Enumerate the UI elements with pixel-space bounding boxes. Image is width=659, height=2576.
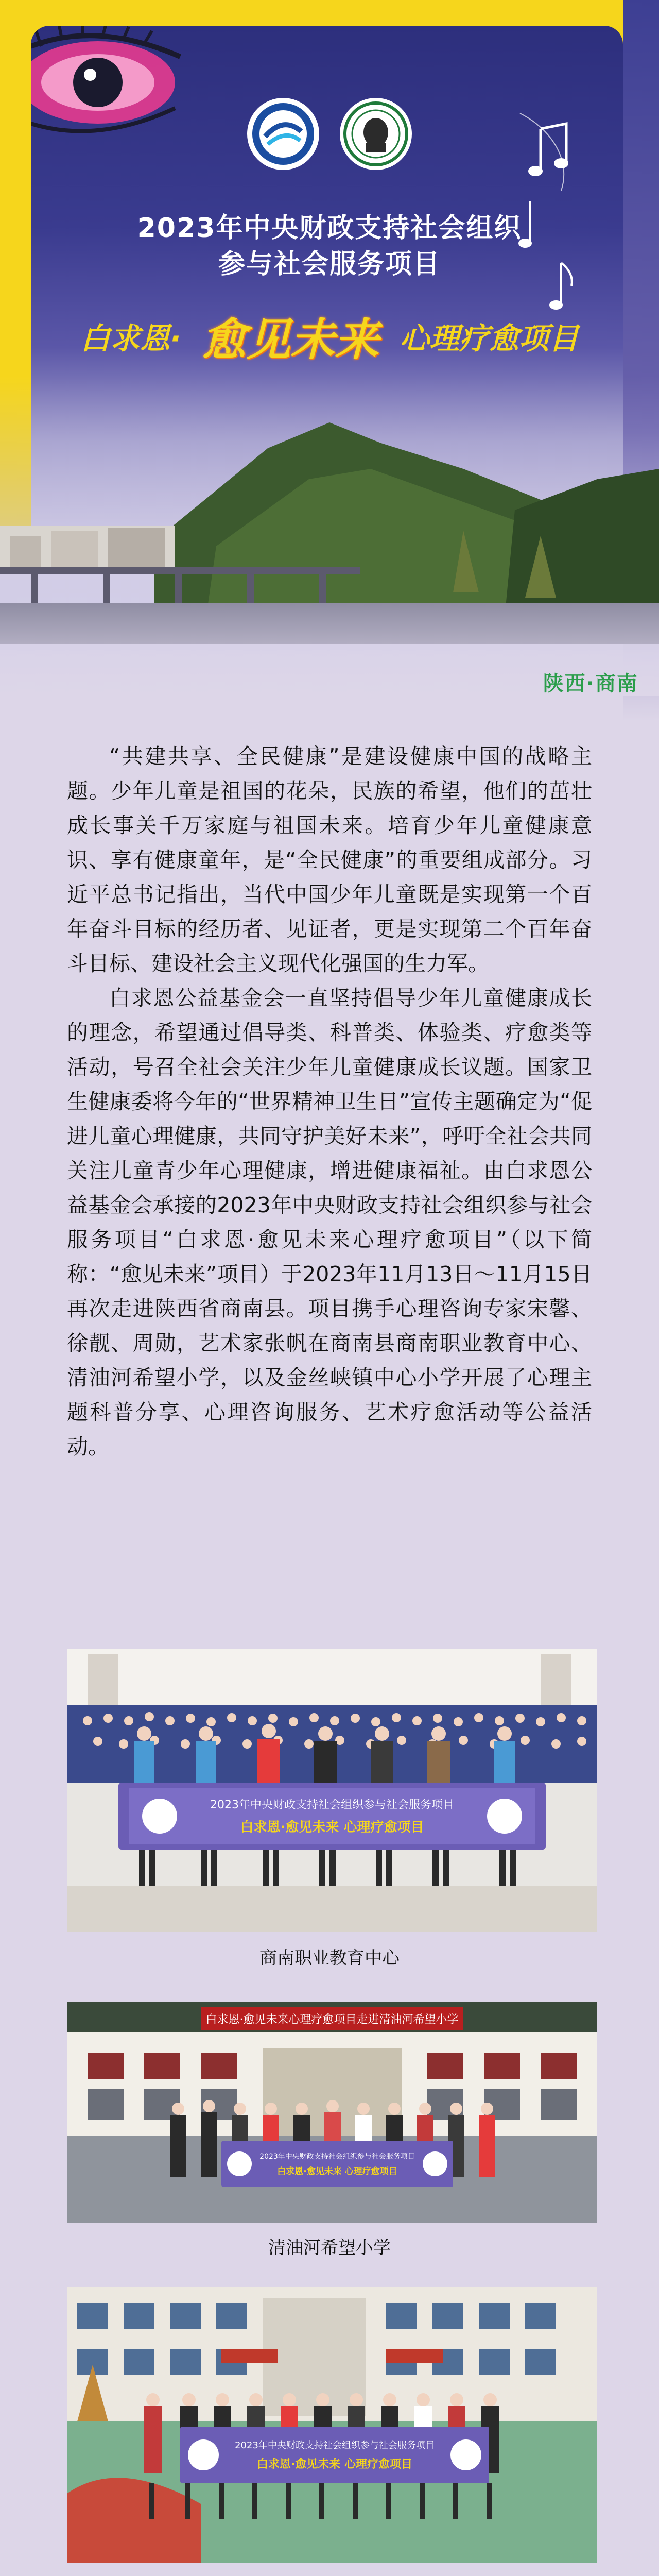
header-title-line2: 参与社会服务项目 <box>218 249 441 280</box>
photo-caption-1: 商南职业教育中心 <box>259 1948 400 1969</box>
photo-qingyouhe-school <box>67 2002 597 2223</box>
banner-sub-3: 白求恩·愈见未来 心理疗愈项目 <box>256 2458 413 2471</box>
location-label: 陕西·商南 <box>543 672 638 696</box>
school-sign-text: 白求恩·愈见未来心理疗愈项目走进清油河希望小学 <box>205 2013 459 2026</box>
bethune-logo-icon <box>340 98 412 170</box>
subtitle-left: 白求恩· <box>80 321 182 356</box>
header-title-line1: 2023年中央财政支持社会组织 <box>137 213 522 244</box>
banner-sub-1: 白求恩·愈见未来 心理疗愈项目 <box>240 1820 424 1835</box>
banner-sub-2: 白求恩·愈见未来 心理疗愈项目 <box>277 2166 397 2177</box>
article-paragraph-1: “共建共享、全民健康”是建设健康中国的战略主题。少年儿童是祖国的花朵，民族的希望，他们的茁壮成长事关千万家庭与祖国未来。培育少年儿童健康意识、享有健康童年，是“全民健康”的重要组成部分。习近平总书记指出，当代中国少年儿童既是实现第一个百年奋斗目标的经历者、见证者，更是实现第二个百年奋斗目标、建设社会主义现代化强国的生力军。 <box>67 744 592 976</box>
project-subtitle <box>0 304 659 366</box>
foundation-logo-icon <box>247 98 319 170</box>
landscape-scene <box>0 376 659 696</box>
photo-caption-2: 清油河希望小学 <box>268 2238 391 2258</box>
article-body <box>67 739 592 1464</box>
banner-text-1: 2023年中央财政支持社会组织参与社会服务项目 <box>210 1799 454 1811</box>
photo-jinsixia-school <box>67 2287 597 2563</box>
article-paragraph-2: 白求恩公益基金会一直坚持倡导少年儿童健康成长的理念，希望通过倡导类、科普类、体验类、疗愈类等活动，号召全社会关注少年儿童健康成长议题。国家卫生健康委将今年的“世界精神卫生日”宣传主题确定为“促进儿童心理健康，共同守护美好未来”，呼吁全社会共同关注儿童青少年心理健康，增进健康福祉。由白求恩公益基金会承接的2023年中央财政支持社会组织参与社会服务项目“白求恩·愈见未来心理疗愈项目”（以下简称：“愈见未来”项目）于2023年11月13日～11月15日再次走进陕西省商南县。项目携手心理咨询专家宋馨、徐靓、周勋，艺术家张帆在商南县商南职业教育中心、清油河希望小学，以及金丝峡镇中心小学开展了心理主题科普分享、心理咨询服务、艺术疗愈活动等公益活动。 <box>67 986 592 1459</box>
photo-vocational-center <box>67 1649 597 1932</box>
photo-caption-3 <box>0 2573 659 2576</box>
banner-text-2: 2023年中央财政支持社会组织参与社会服务项目 <box>259 2153 415 2161</box>
subtitle-right: 心理疗愈项目 <box>400 321 579 356</box>
logo-row <box>0 98 659 175</box>
banner-text-3: 2023年中央财政支持社会组织参与社会服务项目 <box>235 2440 435 2451</box>
subtitle-highlight: 愈见未来 <box>202 314 379 366</box>
